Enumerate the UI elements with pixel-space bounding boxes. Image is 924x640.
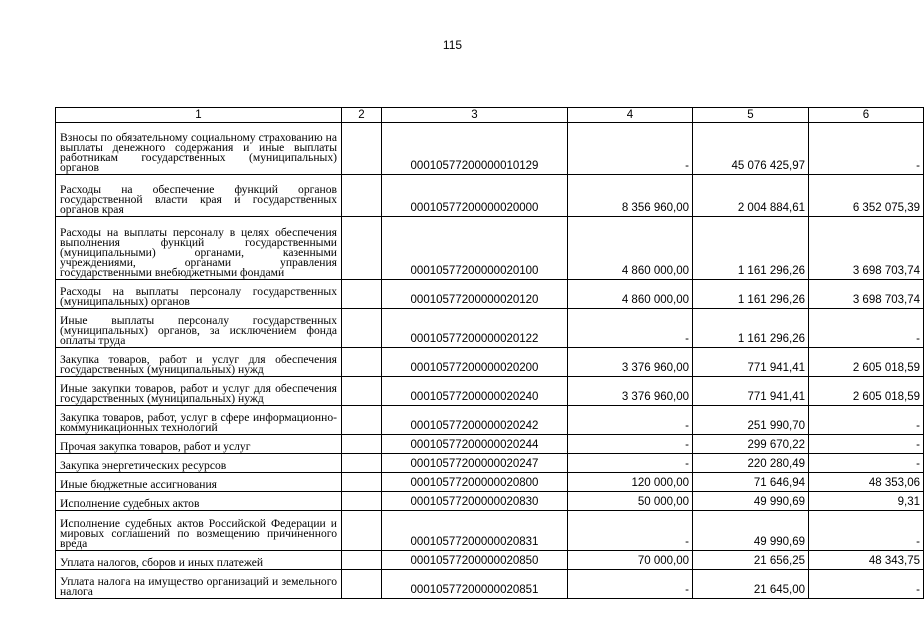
row-unexecuted: 9,31	[809, 492, 924, 511]
column-header-2: 2	[342, 108, 382, 123]
row-executed: 1 161 296,26	[693, 309, 809, 348]
row-name: Расходы на выплаты персоналу в целях обеспечения выполнения функций государственными (муниципальными) органами, казенными учреждениями, органами управления государственными внебюджетными фондами	[56, 217, 342, 280]
row-name: Закупка энергетических ресурсов	[56, 454, 342, 473]
row-line-code	[342, 435, 382, 454]
row-name: Иные закупки товаров, работ и услуг для обеспечения государственных (муниципальных) нужд	[56, 377, 342, 406]
row-approved: 3 376 960,00	[568, 377, 693, 406]
row-kbk-code: 00010577200000020831	[382, 511, 568, 551]
row-line-code	[342, 511, 382, 551]
row-name: Уплата налогов, сборов и иных платежей	[56, 551, 342, 570]
row-line-code	[342, 123, 382, 175]
column-header-5: 5	[693, 108, 809, 123]
row-executed: 71 646,94	[693, 473, 809, 492]
row-approved: 4 860 000,00	[568, 280, 693, 309]
row-approved: 3 376 960,00	[568, 348, 693, 377]
table-row	[56, 473, 924, 492]
row-executed: 49 990,69	[693, 492, 809, 511]
row-executed: 49 990,69	[693, 511, 809, 551]
row-approved: 8 356 960,00	[568, 175, 693, 217]
table-row	[56, 406, 924, 435]
row-name: Иные выплаты персоналу государственных (муниципальных) органов, за исключением фонда оплаты труда	[56, 309, 342, 348]
row-unexecuted: -	[809, 570, 924, 599]
column-header-1: 1	[56, 108, 342, 123]
row-line-code	[342, 570, 382, 599]
column-header-3: 3	[382, 108, 568, 123]
row-unexecuted: -	[809, 511, 924, 551]
row-approved: -	[568, 511, 693, 551]
row-approved: -	[568, 570, 693, 599]
row-approved: -	[568, 123, 693, 175]
row-name: Расходы на обеспечение функций органов государственной власти края и государственных органов края	[56, 175, 342, 217]
row-line-code	[342, 473, 382, 492]
row-line-code	[342, 217, 382, 280]
row-approved: -	[568, 454, 693, 473]
table-row	[56, 309, 924, 348]
table-row	[56, 123, 924, 175]
row-line-code	[342, 348, 382, 377]
row-unexecuted: 48 353,06	[809, 473, 924, 492]
row-name: Иные бюджетные ассигнования	[56, 473, 342, 492]
table-row	[56, 348, 924, 377]
row-executed: 771 941,41	[693, 348, 809, 377]
row-name: Закупка товаров, работ, услуг в сфере информационно-коммуникационных технологий	[56, 406, 342, 435]
row-executed: 1 161 296,26	[693, 280, 809, 309]
row-name: Исполнение судебных актов Российской Федерации и мировых соглашений по возмещению причиненного вреда	[56, 511, 342, 551]
row-kbk-code: 00010577200000020851	[382, 570, 568, 599]
row-name: Расходы на выплаты персоналу государственных (муниципальных) органов	[56, 280, 342, 309]
row-kbk-code: 00010577200000020240	[382, 377, 568, 406]
row-unexecuted: -	[809, 309, 924, 348]
row-line-code	[342, 551, 382, 570]
row-line-code	[342, 454, 382, 473]
row-approved: -	[568, 406, 693, 435]
table-row	[56, 175, 924, 217]
table-row	[56, 511, 924, 551]
row-name: Уплата налога на имущество организаций и земельного налога	[56, 570, 342, 599]
column-header-6: 6	[809, 108, 924, 123]
row-unexecuted: 2 605 018,59	[809, 348, 924, 377]
budget-execution-table	[55, 107, 924, 599]
row-kbk-code: 00010577200000020247	[382, 454, 568, 473]
row-unexecuted: 3 698 703,74	[809, 217, 924, 280]
row-kbk-code: 00010577200000020800	[382, 473, 568, 492]
table-row	[56, 492, 924, 511]
row-name: Прочая закупка товаров, работ и услуг	[56, 435, 342, 454]
row-line-code	[342, 406, 382, 435]
row-approved: 50 000,00	[568, 492, 693, 511]
row-unexecuted: 2 605 018,59	[809, 377, 924, 406]
header-row	[56, 108, 924, 123]
page-number: 115	[442, 38, 463, 52]
row-line-code	[342, 175, 382, 217]
row-kbk-code: 00010577200000020242	[382, 406, 568, 435]
row-kbk-code: 00010577200000010129	[382, 123, 568, 175]
row-unexecuted: -	[809, 454, 924, 473]
row-executed: 21 645,00	[693, 570, 809, 599]
row-line-code	[342, 280, 382, 309]
row-unexecuted: 6 352 075,39	[809, 175, 924, 217]
row-unexecuted: 3 698 703,74	[809, 280, 924, 309]
row-unexecuted: 48 343,75	[809, 551, 924, 570]
row-approved: -	[568, 435, 693, 454]
table-row	[56, 280, 924, 309]
row-line-code	[342, 492, 382, 511]
table-row	[56, 551, 924, 570]
row-kbk-code: 00010577200000020850	[382, 551, 568, 570]
row-kbk-code: 00010577200000020120	[382, 280, 568, 309]
row-approved: 70 000,00	[568, 551, 693, 570]
row-kbk-code: 00010577200000020122	[382, 309, 568, 348]
table-row	[56, 454, 924, 473]
row-unexecuted: -	[809, 406, 924, 435]
table-row	[56, 435, 924, 454]
row-executed: 220 280,49	[693, 454, 809, 473]
column-header-4: 4	[568, 108, 693, 123]
row-approved: 120 000,00	[568, 473, 693, 492]
row-executed: 21 656,25	[693, 551, 809, 570]
row-kbk-code: 00010577200000020200	[382, 348, 568, 377]
row-executed: 771 941,41	[693, 377, 809, 406]
row-kbk-code: 00010577200000020000	[382, 175, 568, 217]
row-approved: 4 860 000,00	[568, 217, 693, 280]
row-unexecuted: -	[809, 123, 924, 175]
row-kbk-code: 00010577200000020244	[382, 435, 568, 454]
row-line-code	[342, 309, 382, 348]
row-name: Исполнение судебных актов	[56, 492, 342, 511]
table-row	[56, 377, 924, 406]
table-row	[56, 217, 924, 280]
row-kbk-code: 00010577200000020830	[382, 492, 568, 511]
row-executed: 45 076 425,97	[693, 123, 809, 175]
row-executed: 299 670,22	[693, 435, 809, 454]
row-name: Взносы по обязательному социальному страхованию на выплаты денежного содержания и иные выплаты работникам государственных (муниципальных) органов	[56, 123, 342, 175]
row-line-code	[342, 377, 382, 406]
table-row	[56, 570, 924, 599]
row-executed: 1 161 296,26	[693, 217, 809, 280]
row-executed: 251 990,70	[693, 406, 809, 435]
row-executed: 2 004 884,61	[693, 175, 809, 217]
row-approved: -	[568, 309, 693, 348]
row-kbk-code: 00010577200000020100	[382, 217, 568, 280]
row-unexecuted: -	[809, 435, 924, 454]
row-name: Закупка товаров, работ и услуг для обеспечения государственных (муниципальных) нужд	[56, 348, 342, 377]
